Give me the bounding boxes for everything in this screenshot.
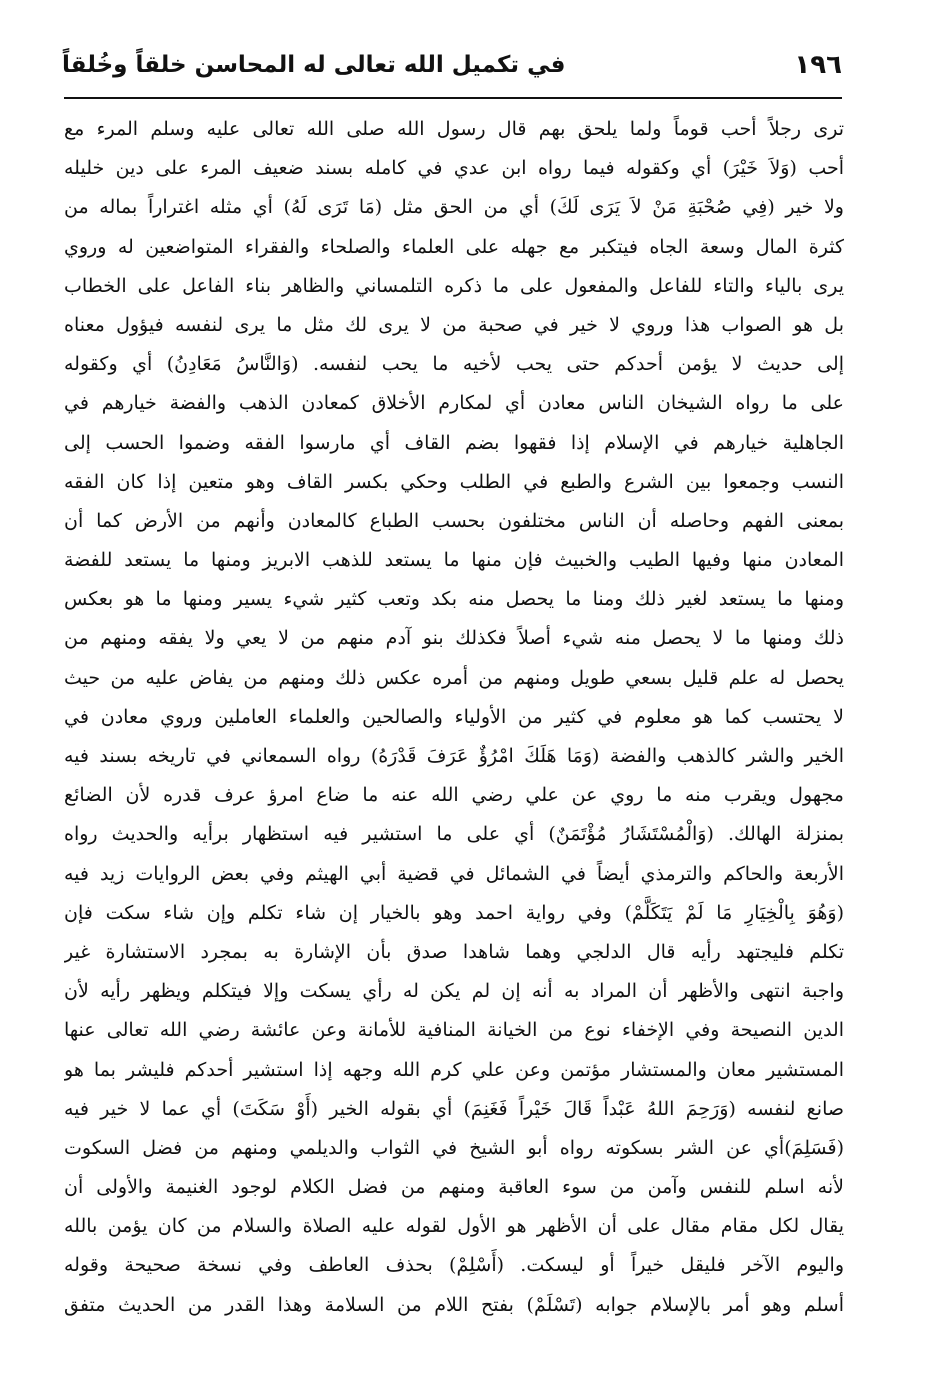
- text-line: الأربعة والحاكم والترمذي أيضاً في الشمائل في قضية أبي الهيثم وفي بعض الروايات زيد فيه: [64, 862, 844, 885]
- text-line: يقال لكل مقام مقال على أن الأظهر هو الأول لقوله عليه الصلاة والسلام من كان يؤمن بالله: [64, 1215, 844, 1238]
- text-line: بل هو الصواب هذا وروي لا خير في صحبة من لا يرى لك مثل ما يرى لنفسه فيؤول معناه: [64, 313, 844, 336]
- text-line: يرى بالياء والتاء للفاعل والمفعول على ما ذكره التلمساني والظاهر بناء الفاعل على الخطاب: [64, 274, 844, 297]
- page-number: ١٩٦: [794, 50, 842, 80]
- text-line: على ما رواه الشيخان الناس معادن أي لمكارم الأخلاق كمعادن الذهب والفضة خيارهم في: [64, 392, 844, 415]
- text-line: الجاهلية خيارهم في الإسلام إذا فقهوا بضم القاف أي مارسوا الفقه وضموا الحسب إلى: [64, 431, 844, 454]
- text-line: لا يحتسب كما هو معلوم في كثير من الأولياء والصالحين والعلماء العاملين وروي معادن في: [64, 705, 844, 728]
- text-line: صانع لنفسه (وَرَحِمَ اللهُ عَبْداً قَالَ خَيْراً فَغَنِمَ) أي بقوله الخير (أَوْ سَكَتَ) أي عما لا خير فيه: [64, 1097, 844, 1120]
- text-line: واجبة انتهى والأظهر أن المراد به أنه إن لم يكن له رأي يسكت وإلا فيتكلم ويظهر رأيه لأن: [64, 980, 844, 1003]
- text-line: أسلم وهو أمر بالإسلام جوابه (تَسْلَمْ) بفتح اللام من السلامة وهذا القدر من الحديث متفق: [64, 1293, 844, 1316]
- text-line: الدين النصيحة وفي الإخفاء نوع من الخيانة المنافية للأمانة وعن عائشة رضي الله تعالى عنها: [64, 1019, 844, 1042]
- text-line: المعادن منها وفيها الطيب والخبيث فإن منها ما يستعد للذهب الابريز ومنها ما يستعد للفضة: [64, 549, 844, 572]
- text-line: (وَهُوَ بِالْخِيَارِ مَا لَمْ يَتَكَلَّمْ) وفي رواية احمد وهو بالخيار إن شاء تكلم وإن شاء سكت فإن: [64, 901, 844, 924]
- text-line: أحب (وَلاَ خَيْرَ) أي وكقوله فيما رواه ابن عدي في كامله بسند ضعيف المرء على دين خليله: [64, 157, 844, 180]
- text-line: النسب وجمعوا بين الشرع والطبع في الطلب وحكي بكسر القاف وهو متعين إذا كان الفقه: [64, 470, 844, 493]
- text-line: يحصل له علم قليل بسعي طويل ومنهم من أمره عكس ذلك ومنهم من يفاض عليه من حيث: [64, 666, 844, 689]
- text-line: بمعنى الفهم وحاصله أن الناس مختلفون بحسب الطباع كالمعادن وأنهم من الأرض كما أن: [64, 509, 844, 532]
- header-rule: [64, 97, 842, 99]
- text-line: لأنه اسلم للنفس وآمن من سوء العاقبة ومنهم من فضل الكلام لوجود الغنيمة والأولى أن: [64, 1176, 844, 1199]
- text-line: ومنها ما يستعد لغير ذلك ومنا ما يحصل منه بكد وتعب كثير شيء يسير ومنها ما هو بعكس: [64, 588, 844, 611]
- text-line: بمنزلة الهالك. (وَالْمُسْتَشَارُ مُؤْتَمَنٌ) أي على ما استشير فيه استظهار برأيه والحديث رواه: [64, 823, 844, 846]
- page-header: [62, 40, 842, 90]
- text-line: الخير والشر كالذهب والفضة (وَمَا هَلَكَ امْرُؤٌ عَرَفَ قَدْرَهُ) رواه السمعاني في تاريخه بسند فيه: [64, 745, 844, 767]
- text-line: ترى رجلاً أحب قوماً ولما يلحق بهم قال رسول الله صلى الله تعالى عليه وسلم المرء مع: [64, 118, 844, 140]
- text-line: ذلك ومنها ما لا يحصل منه شيء أصلاً فكذلك بنو آدم منهم من لا يعي ولا يفقه ومنهم من: [64, 627, 844, 650]
- text-line: كثرة المال وسعة الجاه فيتكبر مع جهله على العلماء والصلحاء والفقراء المتواضعين له وروي: [64, 235, 844, 258]
- text-line: إلى حديث لا يؤمن أحدكم حتى يحب لأخيه ما يحب لنفسه. (وَالنَّاسُ مَعَادِنُ) أي وكقوله: [64, 353, 844, 376]
- text-line: ولا خير (فِي صُحْبَةِ مَنْ لاَ يَرَى لَكَ) أي من الحق مثل (مَا تَرَى لَهُ) أي مثله اغتراراً بماله من: [64, 196, 844, 219]
- text-line: المستشير معان والمستشار مؤتمن وعن علي كرم الله وجهه إذا استشير أحدكم فليشر بما هو: [64, 1058, 844, 1081]
- text-line: (فَسَلِمَ)أي عن الشر بسكوته رواه أبو الشيخ في الثواب والديلمي ومنهم من فضل السكوت: [64, 1136, 844, 1159]
- text-line: واليوم الآخر فليقل خيراً أو ليسكت. (أَسْلِمْ) بحذف العاطف وفي نسخة صحيحة وقوله: [64, 1254, 844, 1277]
- text-line: مجهول ويقرب منه ما روي عن علي رضي الله عنه ما ضاع امرؤ عرف قدره لأن الضائع: [64, 784, 844, 807]
- running-title: في تكميل الله تعالى له المحاسن خلقاً وخُلقاً: [62, 52, 566, 78]
- text-line: تكلم فليجتهد رأيه قال الدلجي وهما شاهدا صدق بأن الإشارة به بمجرد الاستشارة غير: [64, 940, 844, 963]
- body-text: [64, 110, 844, 1325]
